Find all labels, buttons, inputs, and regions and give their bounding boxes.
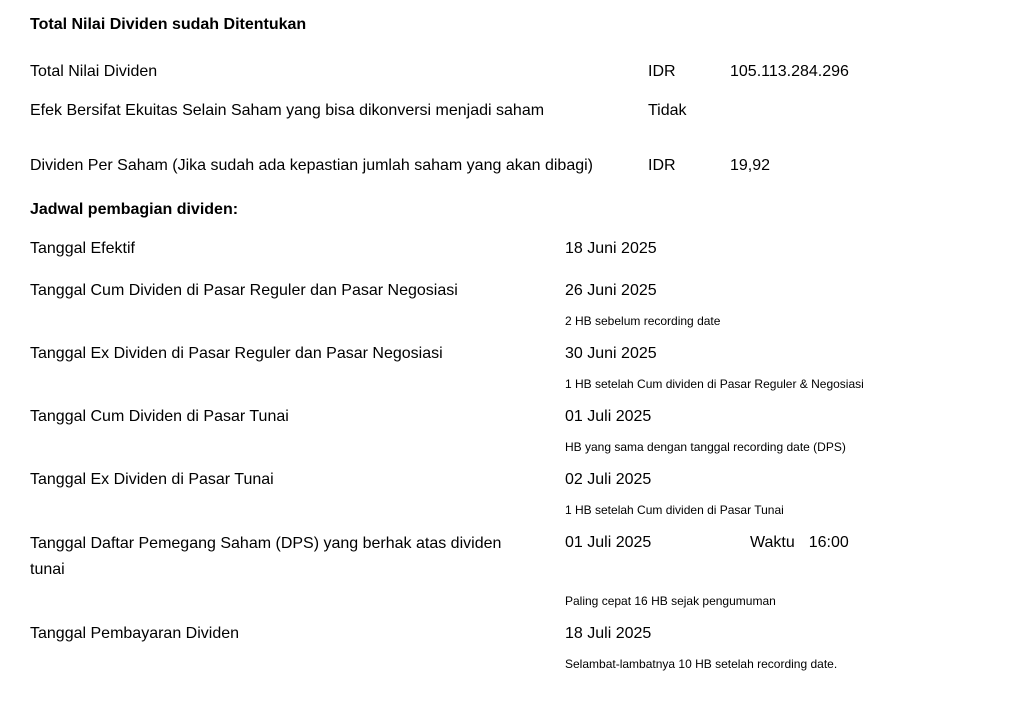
row-label: Tanggal Daftar Pemegang Saham (DPS) yang berhak atas dividen tunai [30,535,502,578]
section-heading-schedule: Jadwal pembagian dividen: [30,201,239,218]
row-label: Tanggal Ex Dividen di Pasar Tunai [30,471,274,488]
row-value: 19,92 [730,157,771,174]
row-extra [750,468,994,492]
row-date: 01 Juli 2025 [565,408,652,425]
schedule-row-tanggal-efektif [30,237,994,261]
section-schedule [30,199,994,672]
row-label: Tanggal Cum Dividen di Pasar Reguler dan Pasar Negosiasi [30,282,458,299]
row-extra [750,342,994,366]
schedule-row-ex-dividen-reguler [30,342,994,366]
row-value [730,99,994,123]
schedule-note: 1 HB setelah Cum dividen di Pasar Tunai [565,503,784,517]
row-value: 105.113.284.296 [730,63,849,80]
time-label: Waktu [750,534,795,551]
table-row-dividen-per-saham [30,154,994,178]
row-label: Dividen Per Saham (Jika sudah ada kepastian jumlah saham yang akan dibagi) [30,157,593,174]
schedule-note: Selambat-lambatnya 10 HB setelah recording date. [565,657,838,671]
table-row-efek-bersifat-ekuitas [30,99,994,123]
time-value: 16:00 [808,534,849,551]
row-date: 30 Juni 2025 [565,345,657,362]
row-extra [750,405,994,429]
row-extra [750,622,994,646]
row-currency: IDR [648,63,676,80]
section-total-dividend [30,14,994,178]
schedule-row-cum-dividen-reguler [30,279,994,303]
row-extra [750,237,994,261]
row-label: Total Nilai Dividen [30,63,158,80]
schedule-note: 1 HB setelah Cum dividen di Pasar Reguler & Negosiasi [565,377,864,391]
row-time [750,531,994,583]
row-date: 26 Juni 2025 [565,282,657,299]
schedule-row-ex-dividen-tunai [30,468,994,492]
row-label: Tanggal Efektif [30,240,135,257]
row-label: Efek Bersifat Ekuitas Selain Saham yang bisa dikonversi menjadi saham [30,102,545,119]
schedule-row-cum-dividen-tunai [30,405,994,429]
table-row-total-nilai-dividen [30,60,994,84]
schedule-note: HB yang sama dengan tanggal recording date (DPS) [565,440,846,454]
row-currency: Tidak [648,102,687,119]
schedule-note: Paling cepat 16 HB sejak pengumuman [565,594,776,608]
schedule-note: 2 HB sebelum recording date [565,314,721,328]
row-currency: IDR [648,157,676,174]
row-label: Tanggal Cum Dividen di Pasar Tunai [30,408,289,425]
row-date: 02 Juli 2025 [565,471,652,488]
row-extra [750,279,994,303]
schedule-row-dps [30,531,994,583]
row-date: 01 Juli 2025 [565,534,652,551]
section-heading-totals: Total Nilai Dividen sudah Ditentukan [30,16,307,33]
row-label: Tanggal Pembayaran Dividen [30,625,240,642]
row-label: Tanggal Ex Dividen di Pasar Reguler dan Pasar Negosiasi [30,345,443,362]
row-date: 18 Juli 2025 [565,625,652,642]
schedule-row-pembayaran-dividen [30,622,994,646]
row-date: 18 Juni 2025 [565,240,657,257]
